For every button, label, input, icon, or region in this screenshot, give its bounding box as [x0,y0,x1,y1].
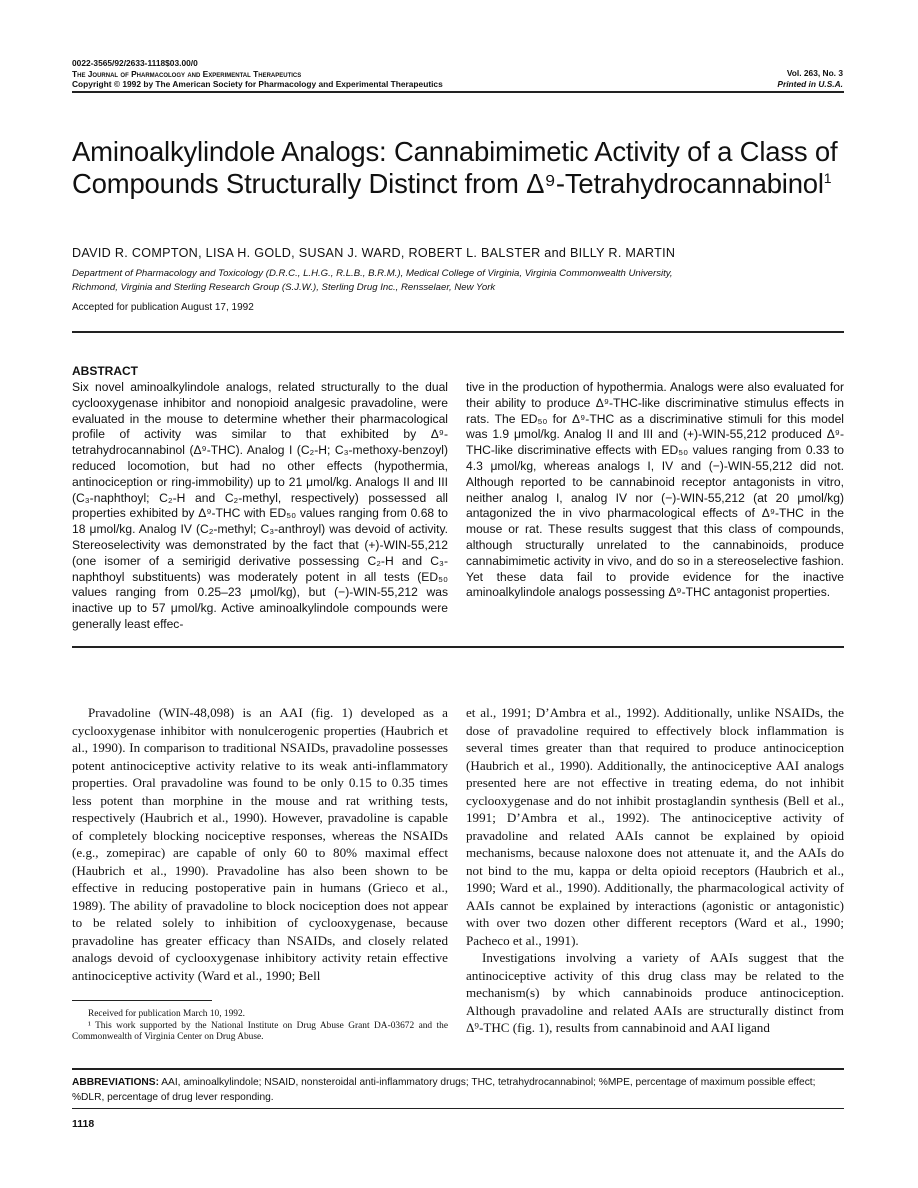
footnote-support: ¹ This work supported by the National Institute on Drug Abuse Grant DA-03672 and the Commonwealth of Virginia Center on Drug Abuse. [72,1020,448,1042]
body-right-paragraph-2: Investigations involving a variety of AAIs suggest that the antinociceptive activity of this drug class may be related to the mechanism(s) by which cannabinoids produce antinociception. Although pravadoline and related AAIs are structurally distinct from Δ⁹-THC (fig. 1), results from cannabinoid and AAI ligand [466,950,844,1035]
abbreviations-label: ABBREVIATIONS: [72,1077,159,1088]
footnotes [72,1009,448,1044]
abbreviations-top-rule [72,1068,844,1070]
abstract-heading: ABSTRACT [72,364,138,378]
abbreviations [72,1075,844,1105]
abstract-top-rule [72,331,844,333]
affiliation-line-2: Richmond, Virginia and Sterling Research Group (S.J.W.), Sterling Drug Inc., Rensselaer, New York [72,282,496,293]
footnote-received: Received for publication March 10, 1992. [88,1009,245,1019]
affiliation-line-1: Department of Pharmacology and Toxicology (D.R.C., L.H.G., R.L.B., B.R.M.), Medical College of Virginia, Virginia Commonwealth University, [72,268,673,279]
printed-in: Printed in U.S.A. [777,78,843,89]
body-left-paragraph: Pravadoline (WIN-48,098) is an AAI (fig. 1) developed as a cyclooxygenase inhibitor with nonulcerogenic properties (Haubrich et al., 1990). In comparison to traditional NSAIDs, pravadoline possesses potent antinociceptive activity relative to its weak anti-inflammatory properties. Oral pravadoline was found to be only 0.15 to 0.35 times less potent than morphine in the mouse and rat writhing tests, respectively (Haubrich et al., 1990). However, pravadoline is capable of completely blocking nociceptive responses, whereas the NSAIDs (e.g., zomepirac) are capable of only 60 to 80% maximal effect (Haubrich et al., 1990). Pravadoline has also been shown to be effective in reducing postoperative pain in humans (Grieco et al., 1989). The ability of pravadoline to block nociception does not appear to be related solely to inhibition of cyclooxygenase, because pravadoline has greater efficacy than NSAIDs, and closely related analogs devoid of cyclooxygenase inhibitory activity retain effective antinociceptive activity (Ward et al., 1990; Bell [72,705,448,983]
journal-name: The Journal of Pharmacology and Experimental Therapeutics [72,68,302,79]
author-list: DAVID R. COMPTON, LISA H. GOLD, SUSAN J. WARD, ROBERT L. BALSTER and BILLY R. MARTIN [72,246,676,260]
volume-number: Vol. 263, No. 3 [786,68,843,78]
page-number: 1118 [72,1118,95,1130]
body-right-column [466,704,844,1037]
title-footnote-mark: 1 [823,169,832,186]
header-rule [72,91,844,93]
accepted-date: Accepted for publication August 17, 1992 [72,302,254,313]
abstract-right-column: tive in the production of hypothermia. Analogs were also evaluated for their ability to produce Δ⁹-THC-like discriminative stimulus effects in rats. The ED₅₀ for Δ⁹-THC as a discriminative stimuli for this model was 1.9 μmol/kg. Analog II and III and (+)-WIN-55,212 produced Δ⁹-THC-like discriminative effects with ED₅₀ values ranging from 0.33 to 4.3 μmol/kg, whereas analogs I, IV and (−)-WIN-55,212 did not. Although reported to be cannabinoid receptor antagonists in vitro, neither analog I, analog IV nor (−)-WIN-55,212 (at 20 μmol/kg) antagonized the in vivo pharmacological effects of Δ⁹-THC in the mouse or rat. These results suggest that this class of compounds, although structurally unrelated to the cannabinoids, produce cannabimimetic activity in vivo, and do so in a stereoselective fashion. Yet these data fail to provide evidence for the inactive aminoalkylindole analogs possessing Δ⁹-THC antagonist properties. [466,380,844,600]
title-line-2: Compounds Structurally Distinct from Δ⁹-Tetrahydrocannabinol$^1$ [72,168,832,199]
abstract-left-column: Six novel aminoalkylindole analogs, related structurally to the dual cyclooxygenase inhibitor and nonopioid analgesic pravadoline, were evaluated in the mouse to determine whether their pharmacological profile of activity was similar to that exhibited by Δ⁹-tetrahydrocannabinol (Δ⁹-THC). Analog I (C₂-H; C₃-methoxy-benzoyl) reduced locomotion, but had no other effects (hypothermia, antinociception or ring-immobility) up to 21 μmol/kg. Analogs II and III (C₃-naphthoyl; C₂-H and C₂-methyl, respectively) possessed all properties exhibited by Δ⁹-THC with ED₅₀ values ranging from 0.68 to 18 μmol/kg. Analog IV (C₂-methyl; C₃-anthroyl) was devoid of activity. Stereoselectivity was demonstrated by the fact that (+)-WIN-55,212 (one isomer of a semirigid derivative possessing C₂-H and C₃-naphthoyl substituents) was moderately potent in all tests (ED₅₀ values ranging from 0.25–23 μmol/kg), but (−)-WIN-55,212 was inactive up to 57 μmol/kg. Active aminoalkylindole compounds were generally least effec- [72,380,448,631]
affiliation [72,267,852,295]
article-title [72,136,852,200]
body-right-paragraph-1: et al., 1991; D’Ambra et al., 1992). Additionally, unlike NSAIDs, the dose of pravadoline required to effectively block inflammation is several times greater than that required to produce antinociception (Haubrich et al., 1990). Additionally, the antinociceptive AAI analogs presented here are not effective in treating edema, do not inhibit cyclooxygenase and do not inhibit prostaglandin synthesis (Bell et al., 1991; D’Ambra et al., 1992). The antinociceptive activity of pravadoline and related AAIs cannot be explained by opioid mechanisms, because naloxone does not attenuate it, and the AAIs do not bind to the mu, kappa or delta opioid receptors (Haubrich et al., 1990; Ward et al., 1990). Additionally, the pharmacological activity of AAIs cannot be explained by interactions (agonistic or antagonistic) with over two dozen other different receptors (Ward et al., 1990; Pacheco et al., 1991). [466,705,844,948]
article-code: 0022-3565/92/2633-1118$03.00/0 [72,58,198,68]
journal-header [72,58,492,90]
copyright-line: Copyright © 1992 by The American Society for Pharmacology and Experimental Therapeutics [72,79,443,89]
footnote-rule [72,1000,212,1001]
title-line-1: Aminoalkylindole Analogs: Cannabimimetic Activity of a Class of [72,136,838,167]
volume-info [640,68,843,89]
abbreviations-bottom-rule [72,1108,844,1109]
abbreviations-text: AAI, aminoalkylindole; NSAID, nonsteroidal anti-inflammatory drugs; THC, tetrahydrocannabinol; %MPE, percentage of maximum possible effect; %DLR, percentage of drug lever responding. [72,1077,816,1103]
abstract-bottom-rule [72,646,844,648]
